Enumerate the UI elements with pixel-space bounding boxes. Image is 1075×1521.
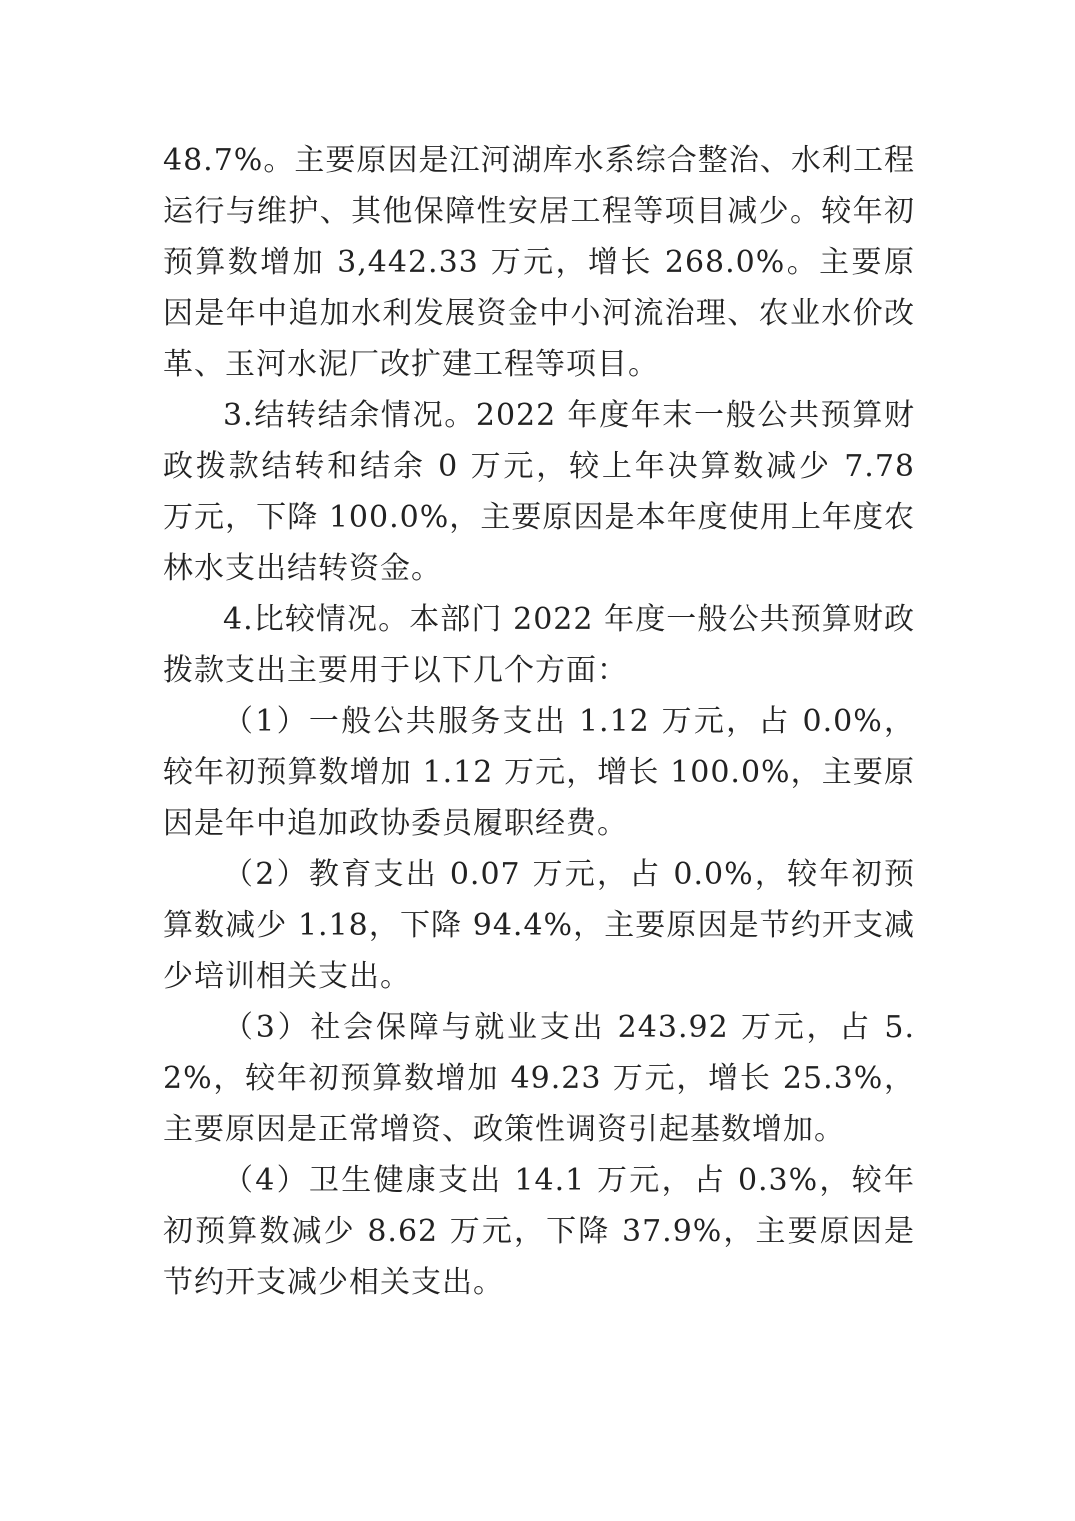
paragraph-health: （4）卫生健康支出 14.1 万元，占 0.3%，较年初预算数减少 8.62 万元，下降 37.9%，主要原因是节约开支减少相关支出。 [163, 1163, 915, 1300]
paragraph-education: （2）教育支出 0.07 万元，占 0.0%，较年初预算数减少 1.18，下降 94.4%，主要原因是节约开支减少培训相关支出。 [163, 857, 915, 994]
paragraph-continuation: 48.7%。主要原因是江河湖库水系综合整治、水利工程运行与维护、其他保障性安居工程等项目减少。较年初预算数增加 3,442.33 万元，增长 268.0%。主要原因是年中追加水利发展资金中小河流治理、农业水价改革、玉河水泥厂改扩建工程等项目。 [163, 143, 915, 382]
paragraph-carryover-balance: 3.结转结余情况。2022 年度年末一般公共预算财政拨款结转和结余 0 万元，较上年决算数减少 7.78 万元，下降 100.0%，主要原因是本年度使用上年度农林水支出结转资金。 [163, 398, 915, 586]
paragraph-social-security: （3）社会保障与就业支出 243.92 万元，占 5.2%，较年初预算数增加 49.23 万元，增长 25.3%，主要原因是正常增资、政策性调资引起基数增加。 [163, 1010, 915, 1147]
paragraph-general-public-services: （1）一般公共服务支出 1.12 万元，占 0.0%，较年初预算数增加 1.12 万元，增长 100.0%，主要原因是年中追加政协委员履职经费。 [163, 704, 915, 841]
document-body [163, 135, 915, 1308]
paragraph-comparison: 4.比较情况。本部门 2022 年度一般公共预算财政拨款支出主要用于以下几个方面： [163, 602, 915, 688]
